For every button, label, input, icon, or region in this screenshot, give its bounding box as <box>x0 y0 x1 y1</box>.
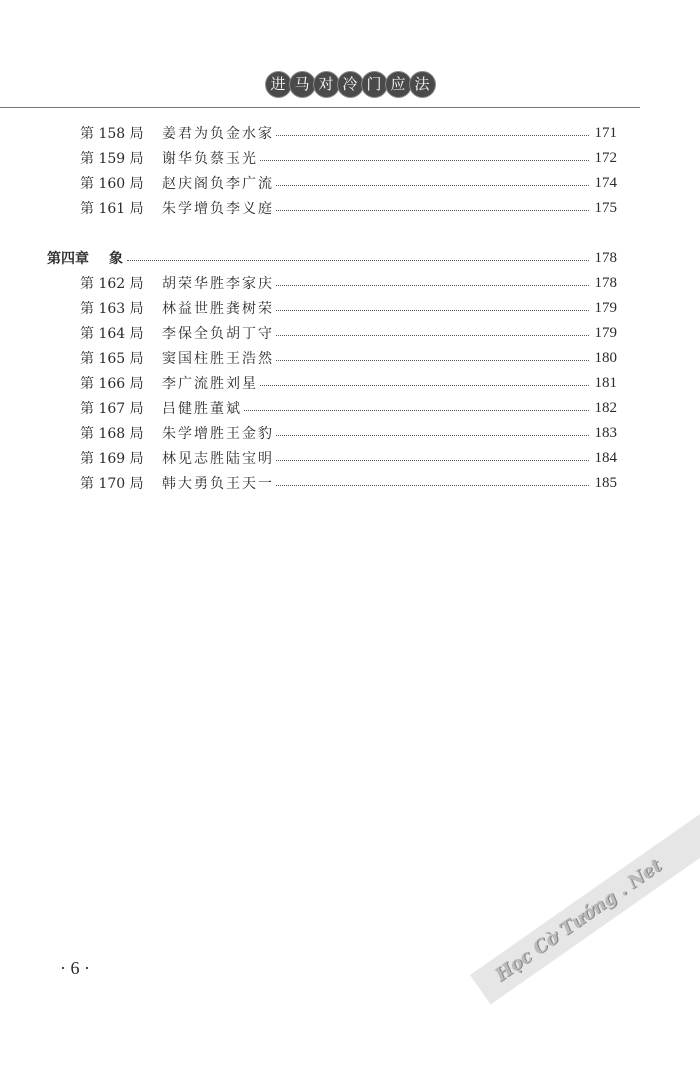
dot-leader <box>244 402 589 411</box>
entry-number: 第 158 局 <box>80 126 144 142</box>
entry-number: 第 160 局 <box>80 176 144 192</box>
dot-leader <box>276 352 589 361</box>
toc-entry-row[interactable] <box>80 347 617 369</box>
entry-number: 第 161 局 <box>80 201 144 217</box>
header-title-char: 门 <box>362 72 387 97</box>
header-title-char: 冷 <box>338 72 363 97</box>
entry-title: 林益世胜龚树荣 <box>162 301 274 317</box>
entry-title: 窦国柱胜王浩然 <box>162 351 274 367</box>
toc-entry-row[interactable] <box>80 297 617 319</box>
entry-number: 第 170 局 <box>80 476 144 492</box>
entry-title: 象 <box>109 251 125 267</box>
entry-page: 180 <box>594 349 617 366</box>
header-title-char: 对 <box>314 72 339 97</box>
entry-page: 184 <box>594 449 617 466</box>
toc-entry-row[interactable] <box>80 272 617 294</box>
entry-title: 朱学增胜王金豹 <box>162 426 274 442</box>
toc-chapter-row[interactable] <box>47 247 617 269</box>
dot-leader <box>276 327 589 336</box>
entry-title: 吕健胜董斌 <box>162 401 242 417</box>
dot-leader <box>276 277 589 286</box>
entry-page: 182 <box>594 399 617 416</box>
header-title-char: 法 <box>410 72 435 97</box>
toc-entry-row[interactable] <box>80 472 617 494</box>
entry-number: 第 163 局 <box>80 301 144 317</box>
entry-page: 179 <box>594 299 617 316</box>
entry-page: 185 <box>594 474 617 491</box>
entry-number: 第 169 局 <box>80 451 144 467</box>
toc-entry-row[interactable] <box>80 447 617 469</box>
watermark-band <box>470 769 700 1005</box>
running-header-title <box>0 72 700 97</box>
entry-number: 第 159 局 <box>80 151 144 167</box>
dot-leader <box>127 252 589 261</box>
entry-page: 172 <box>594 149 617 166</box>
dot-leader <box>276 202 589 211</box>
entry-title: 林见志胜陆宝明 <box>162 451 274 467</box>
toc-entry-row[interactable] <box>80 397 617 419</box>
header-title-char: 应 <box>386 72 411 97</box>
toc-entry-row[interactable] <box>80 147 617 169</box>
entry-page: 178 <box>594 249 617 266</box>
header-title-char: 马 <box>290 72 315 97</box>
dot-leader <box>276 452 589 461</box>
entry-title: 姜君为负金水家 <box>162 126 274 142</box>
entry-title: 李广流胜刘星 <box>162 376 258 392</box>
dot-leader <box>276 177 589 186</box>
header-title-char: 进 <box>266 72 291 97</box>
entry-number: 第 164 局 <box>80 326 144 342</box>
entry-page: 179 <box>594 324 617 341</box>
entry-title: 胡荣华胜李家庆 <box>162 276 274 292</box>
entry-page: 175 <box>594 199 617 216</box>
entry-number: 第 168 局 <box>80 426 144 442</box>
entry-title: 朱学增负李义庭 <box>162 201 274 217</box>
watermark-text: Học Cờ Tướng . Net <box>491 855 666 986</box>
entry-title: 谢华负蔡玉光 <box>162 151 258 167</box>
entry-number: 第 167 局 <box>80 401 144 417</box>
toc-entry-row[interactable] <box>80 122 617 144</box>
toc-entry-row[interactable] <box>80 197 617 219</box>
toc-entry-row[interactable] <box>80 372 617 394</box>
entry-number: 第四章 <box>47 251 89 267</box>
entry-number: 第 162 局 <box>80 276 144 292</box>
dot-leader <box>276 127 589 136</box>
entry-number: 第 165 局 <box>80 351 144 367</box>
dot-leader <box>276 477 589 486</box>
entry-title: 韩大勇负王天一 <box>162 476 274 492</box>
toc-entry-row[interactable] <box>80 422 617 444</box>
dot-leader <box>260 152 589 161</box>
toc-entry-row[interactable] <box>80 172 617 194</box>
entry-title: 赵庆阁负李广流 <box>162 176 274 192</box>
entry-page: 171 <box>594 124 617 141</box>
entry-title: 李保全负胡丁守 <box>162 326 274 342</box>
toc-entry-row[interactable] <box>80 322 617 344</box>
entry-page: 174 <box>594 174 617 191</box>
dot-leader <box>276 302 589 311</box>
dot-leader <box>260 377 589 386</box>
page-number: · 6 · <box>60 958 90 978</box>
dot-leader <box>276 427 589 436</box>
entry-page: 183 <box>594 424 617 441</box>
entry-page: 178 <box>594 274 617 291</box>
entry-page: 181 <box>594 374 617 391</box>
entry-number: 第 166 局 <box>80 376 144 392</box>
header-rule <box>0 107 640 108</box>
